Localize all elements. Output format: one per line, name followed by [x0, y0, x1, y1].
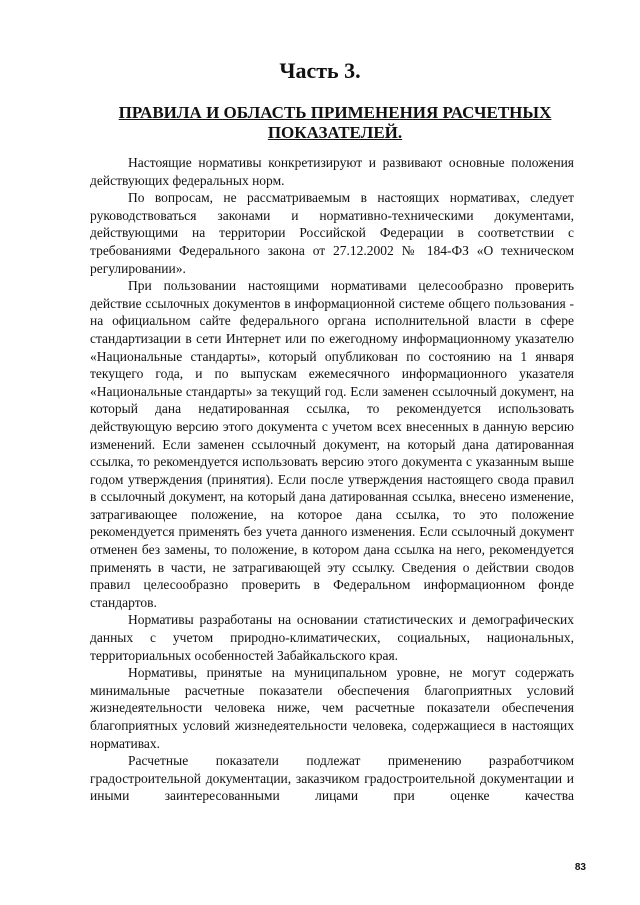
- part-title: Часть 3.: [279, 58, 361, 83]
- paragraph-reference-documents: При пользовании настоящими нормативами целесообразно проверить действие ссылочных документов в информационной системе общего пользования - на официальном сайте федерального органа исполнительной власти в сфере стандартизации в сети Интернет или по ежегодному информационному указателю «Национальные стандарты», который опубликован по состоянию на 1 января текущего года, и по выпускам ежемесячного информационного указателя «Национальные стандарты» за текущий год. Если заменен ссылочный документ, на который дана недатированная ссылка, то рекомендуется использовать действующую версию этого документа с учетом всех внесенных в данную версию изменений. Если заменен ссылочный документ, на который дана датированная ссылка, то рекомендуется использовать версию этого документа с указанным выше годом утверждения (принятия). Если после утверждения настоящего свода правил в ссылочный документ, на который дана датированная ссылка, внесено изменение, затрагивающее положение, на которое дана ссылка, то это положение рекомендуется применять без учета данного изменения. Если ссылочный документ отменен без замены, то положение, в котором дана ссылка на него, рекомендуется применять в части, не затрагивающей эту ссылку. Сведения о действии сводов правил целесообразно проверить в Федеральном информационном фонде стандартов.: [90, 278, 574, 610]
- paragraph-application: Расчетные показатели подлежат применению разработчиком градостроительной документации, заказчиком градостроительной документации и иными заинтересованными лицами при оценке качества: [90, 753, 574, 804]
- page-number: 83: [574, 862, 586, 873]
- paragraph-scope: Настоящие нормативы конкретизируют и развивают основные положения действующих федеральных норм.: [90, 155, 574, 188]
- section-title: ПРАВИЛА И ОБЛАСТЬ ПРИМЕНЕНИЯ РАСЧЕТНЫХ ПОКАЗАТЕЛЕЙ.: [118, 103, 552, 142]
- body-text: [90, 154, 574, 805]
- paragraph-federal-law: По вопросам, не рассматриваемым в настоящих нормативах, следует руководствоваться законами и нормативно-техническими документами, действующими на территории Российской Федерации в соответствии с требованиями Федерального закона от 27.12.2002 № 184-ФЗ «О техническом регулировании».: [90, 190, 574, 276]
- paragraph-municipal-level: Нормативы, принятые на муниципальном уровне, не могут содержать минимальные расчетные показатели обеспечения благоприятных условий жизнедеятельности человека ниже, чем расчетные показатели обеспечения благоприятных условий жизнедеятельности человека, содержащиеся в настоящих нормативах.: [90, 665, 574, 751]
- paragraph-basis: Нормативы разработаны на основании статистических и демографических данных с учетом природно-климатических, социальных, национальных, территориальных особенностей Забайкальского края.: [90, 612, 574, 663]
